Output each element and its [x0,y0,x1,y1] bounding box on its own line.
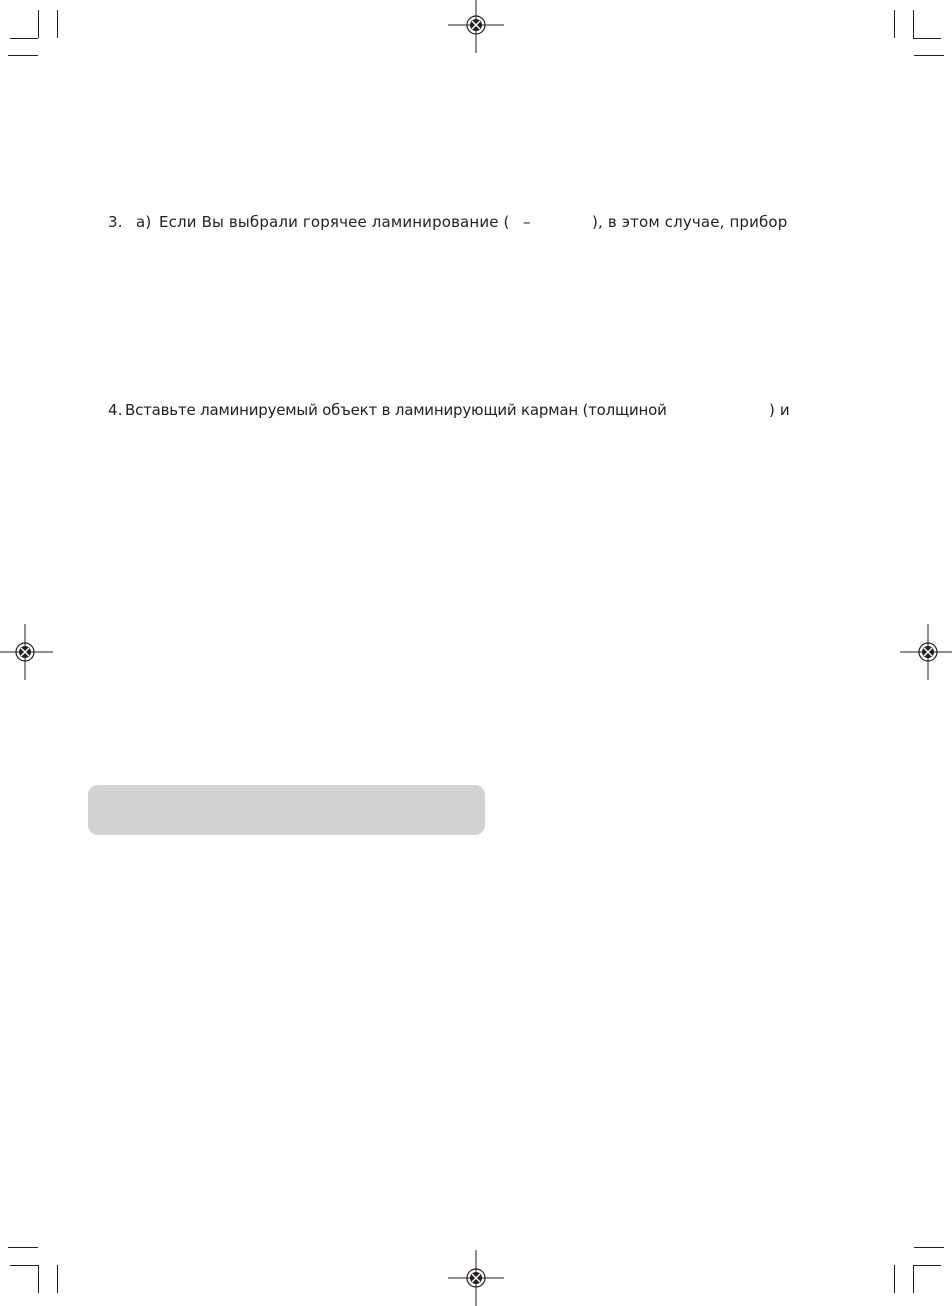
crop-mark [894,1265,895,1293]
crop-mark [914,1247,944,1248]
step-text: ), в этом случае, прибор [592,213,788,231]
step-3-line [108,213,808,235]
crop-mark [38,1265,39,1293]
crop-mark [57,10,58,38]
crop-mark [913,38,941,39]
crop-mark [913,1265,941,1266]
crop-mark [894,10,895,38]
section-header-box [88,785,485,835]
crop-mark [38,10,39,38]
step-4-line [108,401,808,423]
registration-mark-icon [0,624,53,680]
crop-mark [57,1265,58,1293]
registration-mark-icon [900,624,952,680]
step-text: ) и [769,401,790,419]
step-text: Если Вы выбрали горячее ламинирование ( [159,213,510,231]
range-dash: – [523,213,531,231]
step-number: 4. [108,401,123,419]
crop-mark [8,55,38,56]
crop-mark [8,1247,38,1248]
crop-mark [913,10,914,38]
registration-mark-icon [448,0,504,53]
crop-mark [914,55,944,56]
crop-mark [913,1265,914,1293]
step-number: 3. [108,213,123,231]
step-text: Вставьте ламинируемый объект в ламинирующий карман (толщиной [125,401,667,419]
registration-mark-icon [448,1250,504,1306]
crop-mark [10,1265,38,1266]
crop-mark [10,38,38,39]
step-sub-label: а) [136,213,152,231]
